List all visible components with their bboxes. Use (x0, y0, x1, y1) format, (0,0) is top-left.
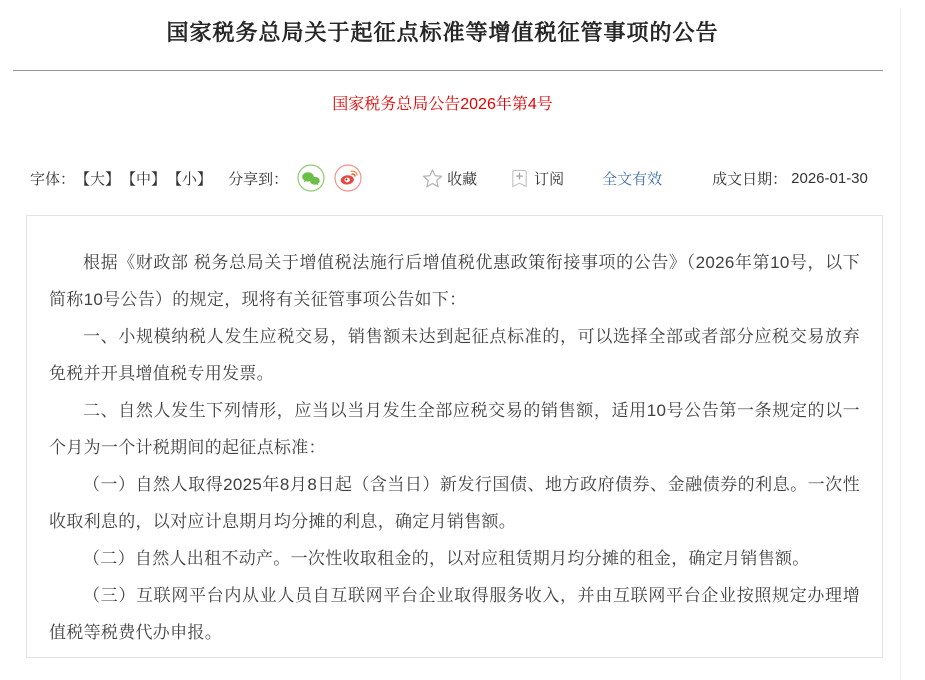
font-size-large-button[interactable]: 【大】 (75, 170, 121, 188)
paragraph-article-1: 一、小规模纳税人发生应税交易，销售额未达到起征点标准的，可以选择全部或者部分应税交易放弃免税并开具增值税专用发票。 (49, 327, 860, 383)
wechat-share-icon[interactable] (297, 164, 325, 192)
page-title: 国家税务总局关于起征点标准等增值税征管事项的公告 (166, 20, 719, 45)
announcement-body (26, 215, 883, 658)
paragraph-item-3: （三）互联网平台内从业人员自互联网平台企业取得服务收入，并由互联网平台企业按照规定办理增值税等税费代办申报。 (49, 586, 860, 642)
subscribe-button[interactable] (509, 168, 564, 189)
issue-date-value: 2026-01-30 (791, 169, 868, 187)
paragraph-intro: 根据《财政部 税务总局关于增值税法施行后增值税优惠政策衔接事项的公告》（2026年第10号，以下简称10号公告）的规定，现将有关征管事项公告如下： (49, 253, 860, 309)
favorite-label: 收藏 (447, 170, 478, 188)
subscribe-label: 订阅 (534, 170, 565, 188)
favorite-button[interactable] (422, 168, 477, 189)
article-toolbar (30, 161, 898, 195)
paragraph-item-1: （一）自然人取得2025年8月8日起（含当日）新发行国债、地方政府债券、金融债券的利息。一次性收取利息的，以对应计息期月均分摊的利息，确定月销售额。 (49, 475, 860, 531)
doc-number: 国家税务总局公告2026年第4号 (332, 96, 553, 113)
paragraph-article-2: 二、自然人发生下列情形，应当以当月发生全部应税交易的销售额，适用10号公告第一条规定的以一个月为一个计税期间的起征点标准： (49, 401, 860, 457)
font-size-medium-button[interactable]: 【中】 (121, 170, 167, 188)
bookmark-plus-icon (509, 168, 530, 189)
validity-status: 全文有效 (602, 170, 663, 188)
title-divider (13, 70, 883, 71)
paragraph-item-2: （二）自然人出租不动产。一次性收取租金的，以对应租赁期月均分摊的租金，确定月销售额。 (83, 549, 810, 568)
font-size-small-button[interactable]: 【小】 (167, 170, 213, 188)
share-to-label: 分享到： (228, 170, 289, 188)
issue-date (712, 168, 868, 189)
weibo-share-icon[interactable] (334, 164, 362, 192)
font-size-label: 字体： (30, 170, 76, 188)
page-edge-divider (900, 8, 901, 680)
star-icon (422, 168, 443, 189)
issue-date-label: 成文日期： (712, 170, 788, 188)
